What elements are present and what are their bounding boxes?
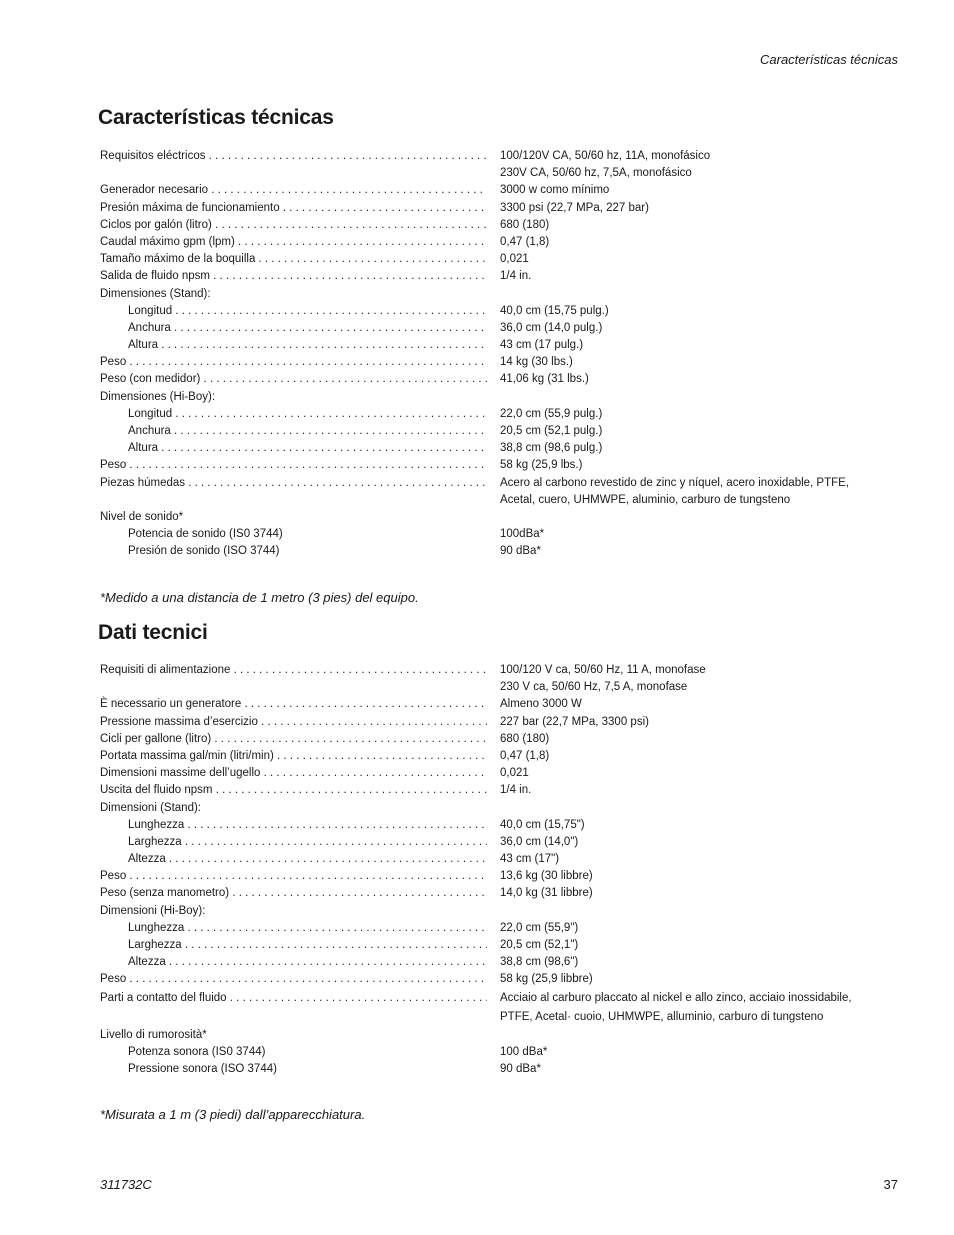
footnote-it: *Misurata a 1 m (3 piedi) dall’apparecchiatura. (100, 1107, 366, 1122)
spec-row: Altezza . . . 43 cm (17") (100, 851, 900, 868)
running-header: Características técnicas (760, 52, 898, 67)
footnote-es: *Medido a una distancia de 1 metro (3 pies) del equipo. (100, 590, 419, 605)
spec-table-it (100, 662, 900, 1078)
spec-row: Peso . . . 14 kg (30 lbs.) (100, 354, 900, 371)
spec-row: Dimensioni (Hi-Boy): (100, 904, 206, 917)
spec-row: Dimensioni massime dell’ugello . . . 0,021 (100, 765, 900, 782)
spec-row: Anchura . . . 20,5 cm (52,1 pulg.) (100, 423, 900, 440)
spec-row: Peso . . . 58 kg (25,9 lbs.) (100, 457, 900, 474)
spec-row: Piezas húmedas . . . Acero al carbono revestido de zinc y níquel, acero inoxidable, PTFE, (100, 475, 900, 492)
spec-row: Peso (con medidor) . . . 41,06 kg (31 lbs.) (100, 371, 900, 388)
spec-row: Lunghezza . . . 40,0 cm (15,75") (100, 817, 900, 834)
spec-row: Potencia de sonido (IS0 3744) 100dBa* (128, 528, 545, 541)
spec-row: 230V CA, 50/60 hz, 7,5A, monofásico (500, 167, 692, 180)
spec-row: Potenza sonora (IS0 3744) 100 dBa* (128, 1045, 548, 1058)
spec-row: Altura . . . 38,8 cm (98,6 pulg.) (100, 440, 900, 457)
spec-row: Peso (senza manometro) . . . 14,0 kg (31 libbre) (100, 885, 900, 902)
section-title-it: Dati tecnici (98, 621, 208, 644)
spec-row: PTFE, Acetal· cuoio, UHMWPE, alluminio, carburo di tungsteno (500, 1010, 824, 1023)
spec-row: Dimensioni (Stand): (100, 801, 201, 814)
spec-row: Peso . . . 13,6 kg (30 libbre) (100, 868, 900, 885)
spec-row: Pressione massima d’esercizio . . . 227 bar (22,7 MPa, 3300 psi) (100, 714, 900, 731)
spec-row: Portata massima gal/min (litri/min) . . . 0,47 (1,8) (100, 748, 900, 765)
spec-row: Larghezza . . . 20,5 cm (52,1") (100, 937, 900, 954)
doc-number: 311732C (100, 1177, 152, 1192)
spec-row: Caudal máximo gpm (lpm) . . . 0,47 (1,8) (100, 234, 900, 251)
spec-row: Cicli per gallone (litro) . . . 680 (180) (100, 731, 900, 748)
spec-row: Anchura . . . 36,0 cm (14,0 pulg.) (100, 320, 900, 337)
spec-row: Pressione sonora (ISO 3744) 90 dBa* (128, 1062, 541, 1075)
spec-row: È necessario un generatore . . . Almeno 3000 W (100, 696, 900, 713)
spec-row: Requisiti di alimentazione . . . 100/120 V ca, 50/60 Hz, 11 A, monofase (100, 662, 900, 679)
spec-row: Parti a contatto del fluido . . . Acciaio al carburo placcato al nickel e allo zinco, acciaio inossidabile, (100, 989, 900, 1008)
spec-row: Uscita del fluido npsm . . . 1/4 in. (100, 782, 900, 799)
section-title-es: Características técnicas (98, 106, 334, 129)
spec-row: 230 V ca, 50/60 Hz, 7,5 A, monofase (500, 681, 688, 694)
spec-row: Ciclos por galón (litro) . . . 680 (180) (100, 217, 900, 234)
spec-row: Peso . . . 58 kg (25,9 libbre) (100, 971, 900, 988)
spec-row: Presión de sonido (ISO 3744) 90 dBa* (128, 545, 541, 558)
spec-row: Dimensiones (Stand): (100, 287, 211, 300)
spec-row: Lunghezza . . . 22,0 cm (55,9") (100, 920, 900, 937)
spec-table-es (100, 148, 900, 561)
spec-row: Livello di rumorosità* (100, 1028, 207, 1041)
spec-row: Tamaño máximo de la boquilla . . . 0,021 (100, 251, 900, 268)
spec-row: Larghezza . . . 36,0 cm (14,0") (100, 834, 900, 851)
spec-row: Acetal, cuero, UHMWPE, aluminio, carburo de tungsteno (500, 493, 791, 506)
spec-row: Longitud . . . 22,0 cm (55,9 pulg.) (100, 406, 900, 423)
page-number: 37 (883, 1177, 898, 1192)
spec-row: Longitud . . . 40,0 cm (15,75 pulg.) (100, 303, 900, 320)
spec-row: Requisitos eléctricos . . . 100/120V CA, 50/60 hz, 11A, monofásico (100, 148, 900, 165)
spec-row: Generador necesario . . . 3000 w como mínimo (100, 182, 900, 199)
spec-row: Salida de fluido npsm . . . 1/4 in. (100, 268, 900, 285)
spec-row: Nivel de sonido* (100, 510, 184, 523)
spec-row: Altezza . . . 38,8 cm (98,6") (100, 954, 900, 971)
spec-row: Presión máxima de funcionamiento . . . 3300 psi (22,7 MPa, 227 bar) (100, 200, 900, 217)
spec-row: Altura . . . 43 cm (17 pulg.) (100, 337, 900, 354)
spec-row: Dimensiones (Hi-Boy): (100, 390, 216, 403)
